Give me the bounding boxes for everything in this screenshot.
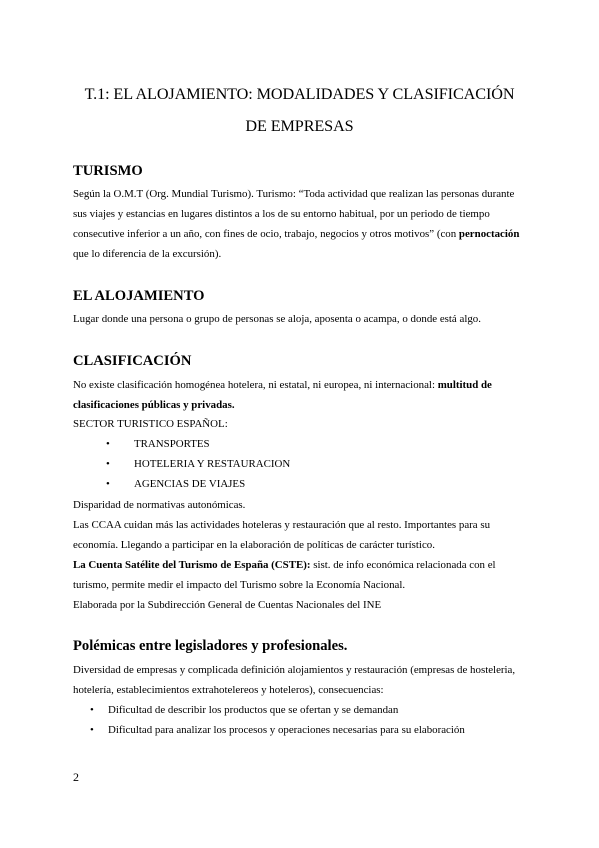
title-line-1: T.1: EL ALOJAMIENTO: MODALIDADES Y CLASIFICACIÓN (84, 85, 515, 103)
turismo-line-3: consecutive inferior a un año, con fines de ocio, trabajo, negocios y otros motivos” (con pernoctación (73, 228, 520, 240)
clasificacion-line-2: clasificaciones públicas y privadas. (73, 399, 235, 411)
heading-turismo: TURISMO (73, 163, 143, 179)
list-item: • Dificultad de describir los productos que se ofertan y se demandan (90, 701, 398, 721)
bullet-icon: • (90, 724, 94, 736)
page-number: 2 (73, 770, 79, 784)
cste-line-1: La Cuenta Satélite del Turismo de España (CSTE): sist. de info económica relacionada con el (73, 559, 496, 571)
polemicas-line-1: Diversidad de empresas y complicada definición alojamientos y restauración (empresas de hosteleria, (73, 664, 516, 676)
list-item: • Dificultad para analizar los procesos y operaciones necesarias para su elaboración (90, 721, 465, 741)
ccaa-line-2: economía. Llegando a participar en la elaboración de políticas de carácter turístico. (73, 539, 435, 551)
turismo-line-4: que lo diferencia de la excursión). (73, 248, 222, 260)
turismo-line-2: sus viajes y estancias en lugares distintos a los de su entorno habitual, por un periodo de tiempo (73, 208, 490, 220)
heading-clasificacion: CLASIFICACIÓN (73, 353, 192, 369)
polemicas-line-2: hotelería, establecimientos extrahotelereos y hoteleros), consecuencias: (73, 684, 384, 696)
cste-line-2: turismo, permite medir el impacto del Turismo sobre la Economía Nacional. (73, 579, 406, 591)
heading-alojamiento: EL ALOJAMIENTO (73, 288, 205, 304)
bullet-icon: • (90, 704, 94, 716)
bullet-icon: • (106, 458, 110, 470)
title-line-2: DE EMPRESAS (245, 117, 354, 135)
bullet-icon: • (106, 438, 110, 450)
pernoctacion-bold: pernoctación (458, 228, 520, 240)
ccaa-line-1: Las CCAA cuidan más las actividades hoteleras y restauración que al resto. Importantes para su (73, 519, 491, 531)
clasificacion-line-1: No existe clasificación homogénea hotelera, ni estatal, ni europea, ni internacional: multitud de (73, 379, 492, 391)
document-title (0, 78, 599, 142)
heading-polemicas: Polémicas entre legisladores y profesionales. (73, 638, 348, 654)
sector-label: SECTOR TURISTICO ESPAÑOL: (73, 418, 228, 430)
bullet-icon: • (106, 478, 110, 490)
list-item: • HOTELERIA Y RESTAURACION (106, 455, 290, 475)
alojamiento-text: Lugar donde una persona o grupo de personas se aloja, aposenta o acampa, o donde está algo. (73, 313, 481, 325)
disparidad-text: Disparidad de normativas autonómicas. (73, 499, 246, 511)
turismo-line-1: Según la O.M.T (Org. Mundial Turismo). Turismo: “Toda actividad que realizan las personas durante (73, 188, 515, 200)
list-item: • AGENCIAS DE VIAJES (106, 475, 245, 495)
elaborada-text: Elaborada por la Subdirección General de Cuentas Nacionales del INE (73, 599, 382, 611)
list-item: • TRANSPORTES (106, 435, 210, 455)
